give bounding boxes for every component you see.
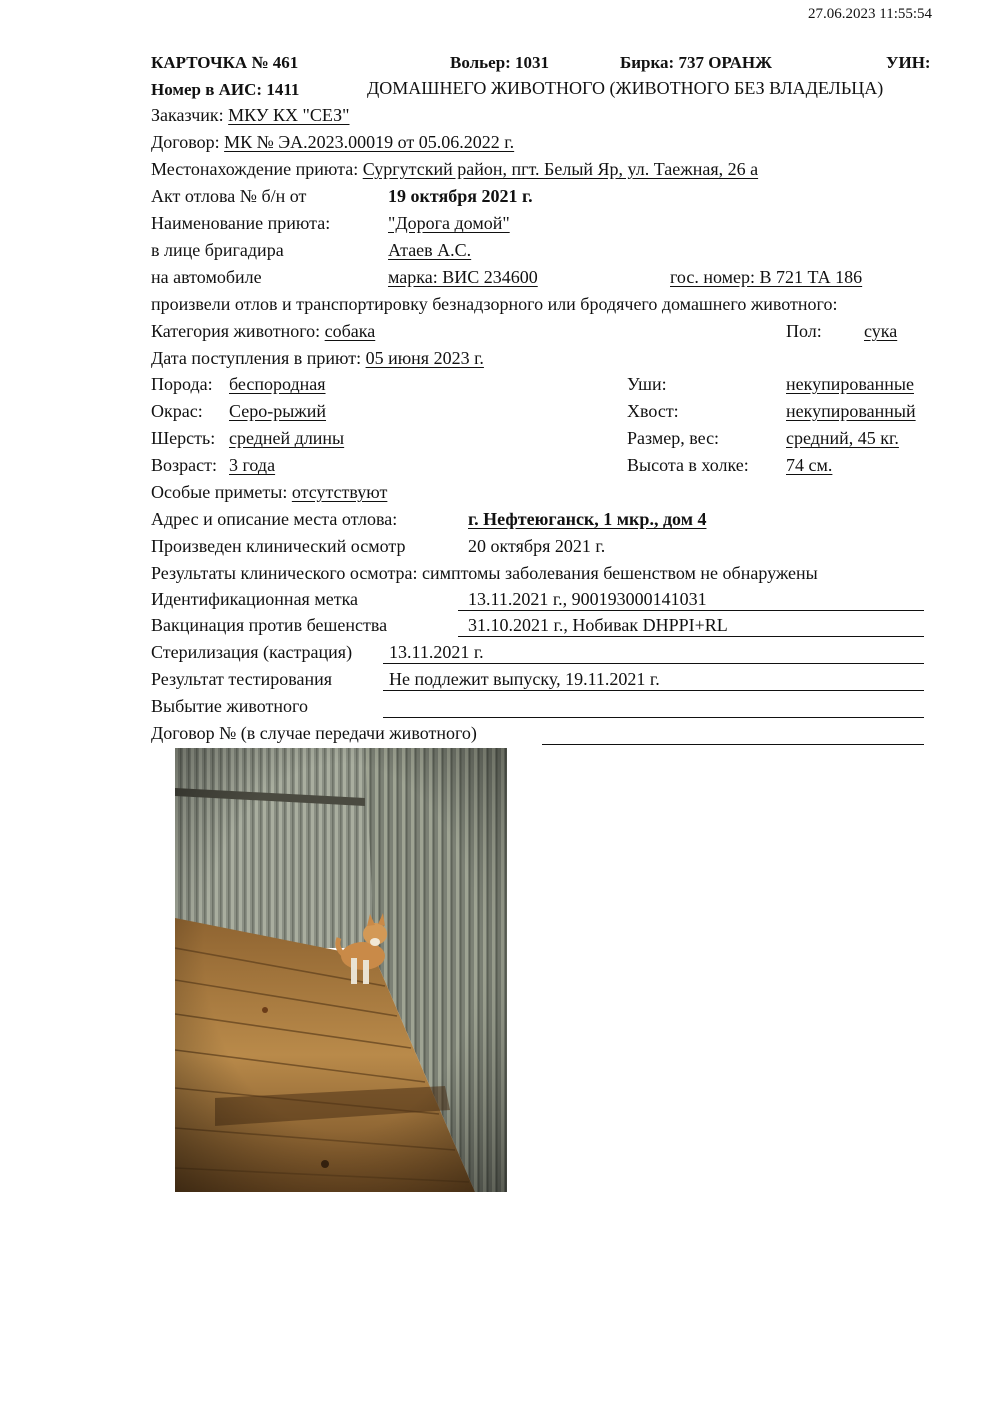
departure-label: Выбытие животного: [151, 696, 308, 716]
category-row: [151, 320, 375, 342]
sterilization-label: Стерилизация (кастрация): [151, 642, 353, 662]
vehicle-plate: гос. номер: В 721 ТА 186: [670, 267, 863, 287]
vehicle-brand: марка: ВИС 234600: [388, 267, 538, 287]
category-value: собака: [324, 321, 376, 341]
vaccination-label: Вакцинация против бешенства: [151, 615, 388, 635]
coat-label: Шерсть:: [151, 428, 216, 448]
size-weight-label: Размер, вес:: [627, 428, 720, 448]
sex-value: сука: [864, 321, 898, 341]
vaccination-value: 31.10.2021 г., Нобивак DHPPI+RL: [468, 615, 728, 635]
shelter-name-value: "Дорога домой": [388, 213, 510, 233]
special-marks-row: [151, 481, 387, 503]
ais-number: Номер в АИС: 1411: [151, 80, 300, 99]
enclosure-number: Вольер: 1031: [450, 53, 550, 72]
ears-label: Уши:: [627, 374, 667, 394]
color-label: Окрас:: [151, 401, 203, 421]
id-mark-label: Идентификационная метка: [151, 589, 359, 609]
vaccination-line: [458, 636, 924, 637]
ears-value: некупированные: [786, 374, 914, 394]
transfer-contract-line: [542, 744, 924, 745]
exam-results: Результаты клинического осмотра: симптомы заболевания бешенством не обнаружены: [151, 563, 818, 583]
arrival-label: Дата поступления в приют:: [151, 348, 362, 368]
sterilization-value: 13.11.2021 г.: [389, 642, 484, 662]
vehicle-label: на автомобиле: [151, 267, 262, 287]
customer-value: МКУ КХ "СЕЗ": [228, 105, 350, 125]
brigadier-value: Атаев А.С.: [388, 240, 472, 260]
location-label: Местонахождение приюта:: [151, 159, 359, 179]
color-value: Серо-рыжий: [229, 401, 327, 421]
height-label: Высота в холке:: [627, 455, 749, 475]
capture-statement: произвели отлов и транспортировку безнадзорного или бродячего домашнего животного:: [151, 294, 838, 314]
transfer-contract-label: Договор № (в случае передачи животного): [151, 723, 477, 743]
print-timestamp: 27.06.2023 11:55:54: [808, 6, 933, 22]
card-number: КАРТОЧКА № 461: [151, 53, 299, 72]
id-mark-value: 13.11.2021 г., 900193000141031: [468, 589, 707, 609]
size-weight-value: средний, 45 кг.: [786, 428, 899, 448]
location-value: Сургутский район, пгт. Белый Яр, ул. Таежная, 26 а: [362, 159, 759, 179]
special-marks-value: отсутствуют: [291, 482, 388, 502]
special-marks-label: Особые приметы:: [151, 482, 288, 502]
id-mark-line: [458, 610, 924, 611]
capture-address-label: Адрес и описание места отлова:: [151, 509, 398, 529]
tail-label: Хвост:: [627, 401, 679, 421]
tag-number: Бирка: 737 ОРАНЖ: [620, 53, 772, 72]
exam-date: 20 октября 2021 г.: [468, 536, 606, 556]
contract-label: Договор:: [151, 132, 220, 152]
height-value: 74 см.: [786, 455, 833, 475]
arrival-row: [151, 347, 484, 369]
departure-line: [383, 717, 924, 718]
capture-act-label: Акт отлова № б/н от: [151, 186, 307, 206]
sterilization-line: [383, 663, 924, 664]
category-label: Категория животного:: [151, 321, 321, 341]
animal-photo: [175, 748, 507, 1192]
test-result-label: Результат тестирования: [151, 669, 332, 689]
location-row: [151, 158, 758, 180]
breed-value: беспородная: [229, 374, 326, 394]
contract-row: [151, 131, 514, 153]
test-result-line: [383, 690, 924, 691]
contract-value: МК № ЭА.2023.00019 от 05.06.2022 г.: [224, 132, 515, 152]
exam-label: Произведен клинический осмотр: [151, 536, 406, 556]
uin-label: УИН:: [886, 53, 931, 72]
coat-value: средней длины: [229, 428, 345, 448]
test-result-value: Не подлежит выпуску, 19.11.2021 г.: [389, 669, 660, 689]
tail-value: некупированный: [786, 401, 916, 421]
age-value: 3 года: [229, 455, 276, 475]
capture-address-value: г. Нефтеюганск, 1 мкр., дом 4: [468, 509, 707, 529]
brigadier-label: в лице бригадира: [151, 240, 284, 260]
sex-label: Пол:: [786, 321, 822, 341]
enclosure-photo-drawing: [175, 748, 507, 1192]
breed-label: Порода:: [151, 374, 213, 394]
capture-act-date: 19 октября 2021 г.: [388, 186, 533, 206]
customer-row: [151, 104, 350, 126]
age-label: Возраст:: [151, 455, 217, 475]
arrival-value: 05 июня 2023 г.: [365, 348, 484, 368]
shelter-name-label: Наименование приюта:: [151, 213, 331, 233]
customer-label: Заказчик:: [151, 105, 224, 125]
document-title: ДОМАШНЕГО ЖИВОТНОГО (ЖИВОТНОГО БЕЗ ВЛАДЕЛЬЦА): [367, 78, 884, 98]
